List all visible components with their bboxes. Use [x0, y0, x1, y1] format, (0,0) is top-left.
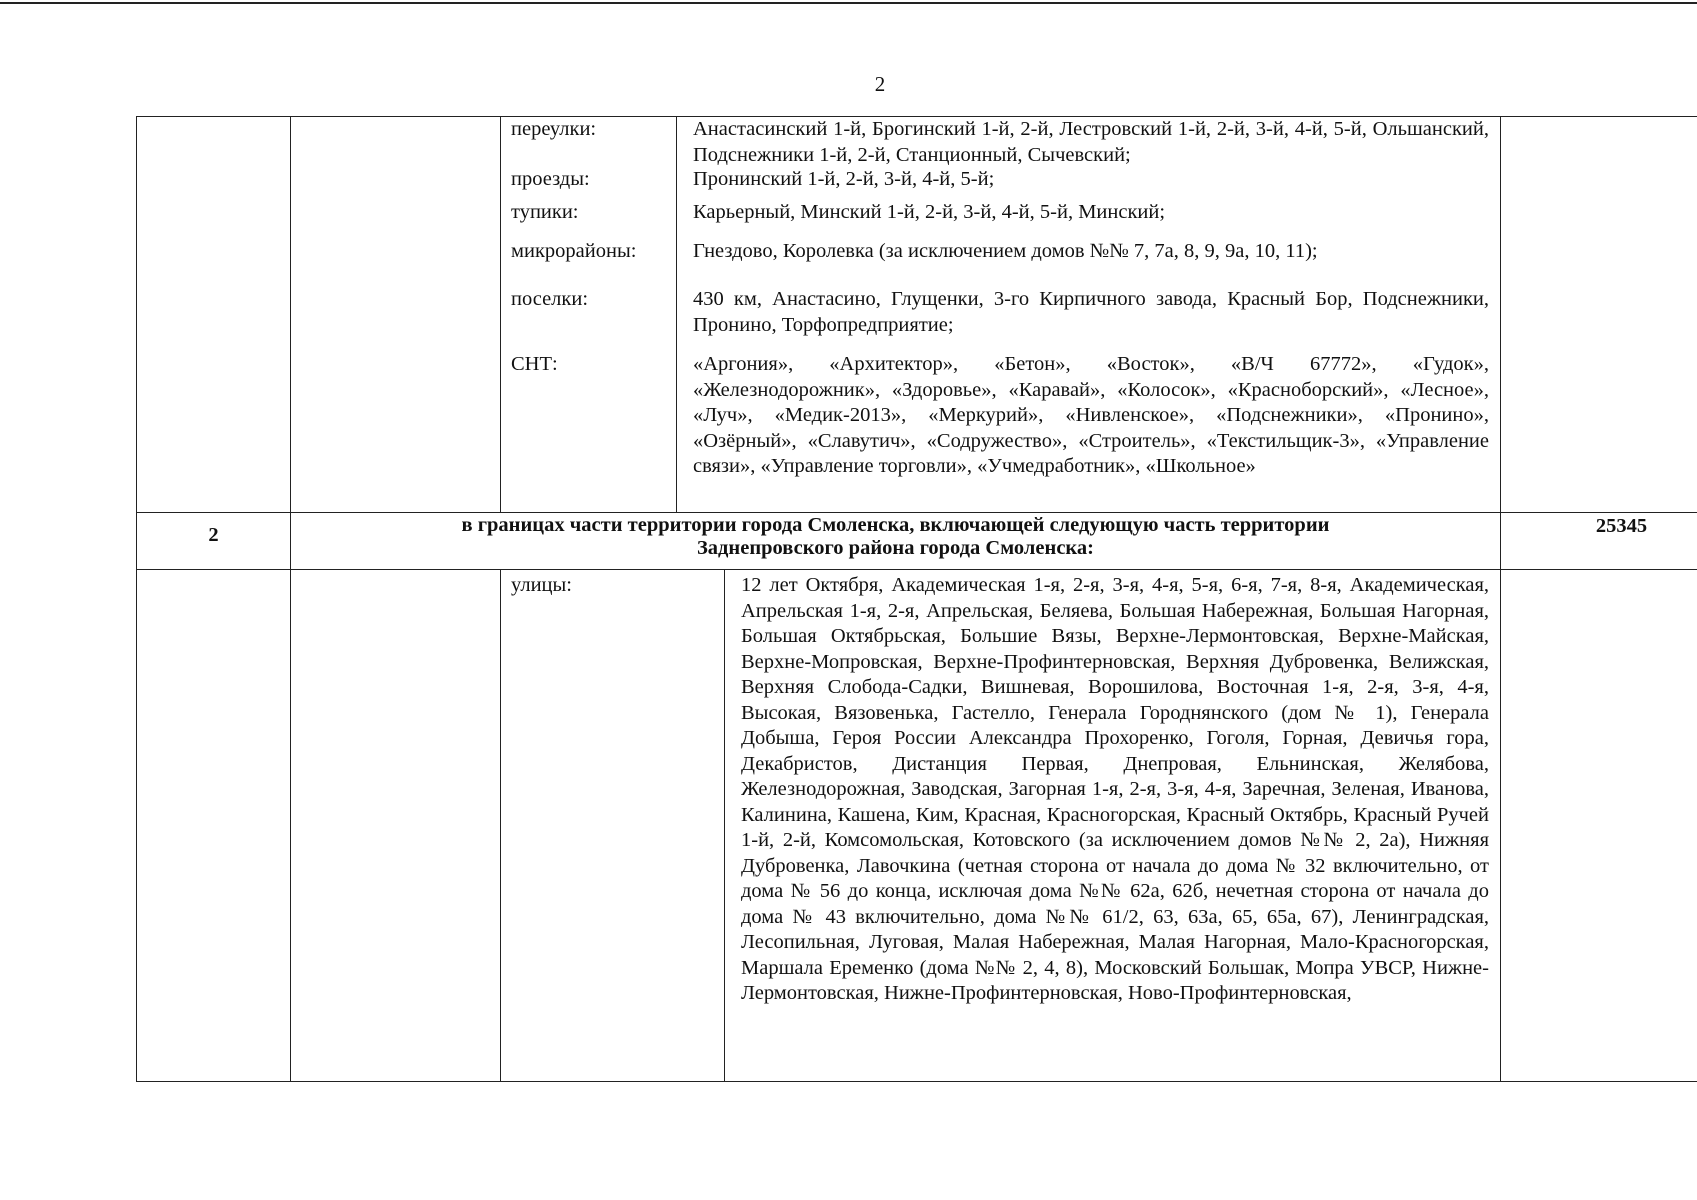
label-tupiki: тупики: — [511, 201, 579, 223]
cell-population-empty — [1501, 570, 1697, 1082]
text-pereulki: Анастасинский 1-й, Брогинский 1-й, 2-й, Лестровский 1-й, 2-й, 3-й, 4-й, 5-й, Ольшанский, Подснежники 1-й, 2-й, Станционный, Сычевский; — [693, 118, 1489, 166]
text-column — [725, 570, 1500, 1081]
cell-content — [501, 117, 1501, 513]
text-tupiki: Карьерный, Минский 1-й, 2-й, 3-й, 4-й, 5-й, Минский; — [693, 201, 1166, 223]
text-poselki: 430 км, Анастасино, Глущенки, 3-го Кирпичного завода, Красный Бор, Подснежники, Пронино, Торфопредприятие; — [693, 288, 1489, 336]
text-mikroraiony: Гнездово, Королевка (за исключением домов №№ 7, 7а, 8, 9, 9а, 10, 11); — [693, 240, 1318, 262]
table-row-section2-header — [137, 513, 1697, 570]
cell-name-empty — [291, 117, 501, 513]
section-title-line1: в границах части территории города Смоленска, включающей следующую часть территории — [461, 514, 1330, 536]
text-proezdy: Пронинский 1-й, 2-й, 3-й, 4-й, 5-й; — [693, 168, 995, 190]
text-column — [677, 117, 1500, 512]
label-poselki: поселки: — [511, 288, 589, 310]
text-ulitsy: 12 лет Октября, Академическая 1-я, 2-я, 3-я, 4-я, 5-я, 6-я, 7-я, 8-я, Академическая, Апрельская 1-я, 2-я, Апрельская, Беляева, Большая Набережная, Большая Нагорная, Большая Октябрьская, Большие Вязы, Верхне-Лермонтовская, Верхне-Майская, Верхне-Мопровская, Верхне-Профинтерновская, Верхняя Дубровенка, Велижская, Верхняя Слобода-Садки, Вишневая, Ворошилова, Восточная 1-я, 2-я, 3-я, 4-я, Высокая, Вязовенька, Гастелло, Генерала Городнянского (дом № 1), Генерала Добыша, Героя России Александра Прохоренко, Гоголя, Горная, Девичья гора, Декабристов, Дистанция Первая, Днепровая, Ельнинская, Желябова, Железнодорожная, Заводская, Загорная 1-я, 2-я, 3-я, 4-я, Заречная, Зеленая, Иванова, Калинина, Кашена, Ким, Красная, Красногорская, Красный Октябрь, Красный Ручей 1-й, 2-й, Комсомольская, Котовского (за исключением домов №№ 2, 2а), Нижняя Дубровенка, Лавочкина (четная сторона от начала до дома № 32 включительно, от дома № 56 до конца, исключая дома №№ 62а, 62б, нечетная сторона от начала до дома № 43 включительно, дома №№ 61/2, 63, 63а, 65, 65а, 67), Ленинградская, Лесопильная, Луговая, Малая Набережная, Малая Нагорная, Мало-Красногорская, Маршала Еременко (дома №№ 2, 4, 8), Московский Большак, Мопра УВСР, Нижне-Лермонтовская, Нижне-Профинтерновская, Ново-Профинтерновская, — [741, 574, 1489, 1004]
table-row-section1-continued — [137, 117, 1697, 513]
cell-population-empty — [1501, 117, 1697, 513]
section-number: 2 — [137, 513, 291, 570]
label-column — [501, 117, 677, 512]
top-border-line — [0, 2, 1697, 4]
district-boundaries-table — [136, 116, 1697, 1082]
section-population: 25345 — [1501, 513, 1697, 570]
cell-number-empty — [137, 570, 291, 1082]
cell-name-empty — [291, 570, 501, 1082]
label-mikroraiony: микрорайоны: — [511, 240, 637, 262]
table-row-section2-streets — [137, 570, 1697, 1082]
label-proezdy: проезды: — [511, 168, 590, 190]
label-ulitsy: улицы: — [511, 574, 572, 596]
section-title — [291, 513, 1501, 570]
label-snt: СНТ: — [511, 353, 558, 375]
page-number: 2 — [874, 72, 886, 96]
label-column — [501, 570, 725, 1081]
text-snt: «Аргония», «Архитектор», «Бетон», «Восток», «В/Ч 67772», «Гудок», «Железнодорожник», «Здоровье», «Каравай», «Колосок», «Красноборский», «Лесное», «Луч», «Медик-2013», «Меркурий», «Нивленское», «Подснежники», «Пронино», «Озёрный», «Славутич», «Содружество», «Строитель», «Текстильщик-3», «Управление связи», «Управление торговли», «Учмедработник», «Школьное» — [693, 353, 1489, 477]
cell-number-empty — [137, 117, 291, 513]
section-title-line2: Заднепровского района города Смоленска: — [696, 537, 1094, 559]
label-pereulki: переулки: — [511, 118, 597, 140]
cell-content — [501, 570, 1501, 1082]
